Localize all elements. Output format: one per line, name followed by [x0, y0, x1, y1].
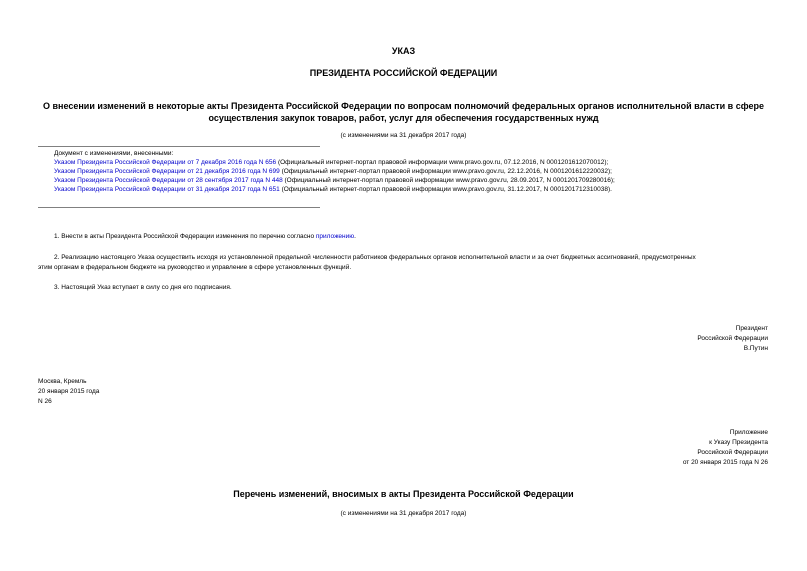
amendment-item — [54, 167, 774, 176]
appendix-link[interactable]: приложению — [315, 233, 355, 240]
amendment-source: (Официальный интернет-портал правовой информации www.pravo.gov.ru, 07.12.2016, N 0001201612070012); — [276, 159, 609, 166]
amendment-link[interactable]: Указом Президента Российской Федерации от 31 декабря 2017 года N 651 — [54, 186, 280, 193]
amendments-block — [54, 149, 774, 194]
appendix-to-decree: к Указу Президента — [709, 439, 768, 446]
decree-number: N 26 — [38, 398, 52, 405]
paragraph-1-end: . — [354, 233, 356, 240]
appendix-title: Перечень изменений, вносимых в акты Президента Российской Федерации — [233, 489, 574, 499]
signing-date: 20 января 2015 года — [38, 388, 100, 395]
amendment-link[interactable]: Указом Президента Российской Федерации от 7 декабря 2016 года N 656 — [54, 159, 277, 166]
signature-block — [560, 324, 768, 354]
issuer-title: ПРЕЗИДЕНТА РОССИЙСКОЙ ФЕДЕРАЦИИ — [309, 68, 498, 78]
paragraph-2-line-1: 2. Реализацию настоящего Указа осуществить исходя из установленной предельной численности работников федеральных органов исполнительной власти и за счет бюджетных ассигнований, предусмотренных — [54, 254, 696, 261]
appendix-label: Приложение — [729, 429, 768, 436]
document-type-title: УКАЗ — [391, 46, 416, 56]
signature-name: В.Путин — [743, 345, 768, 352]
appendix-reference-block — [560, 428, 768, 468]
place-date-block — [38, 377, 238, 407]
amendment-source: (Официальный интернет-портал правовой информации www.pravo.gov.ru, 31.12.2017, N 0001201712310038). — [279, 186, 612, 193]
signature-country: Российской Федерации — [697, 335, 768, 342]
appendix-revision-note: (с изменениями на 31 декабря 2017 года) — [340, 510, 467, 517]
amendment-item — [54, 185, 774, 194]
amendment-item — [54, 176, 774, 185]
amendment-link[interactable]: Указом Президента Российской Федерации от 28 сентября 2017 года N 448 — [54, 177, 283, 184]
amendment-link[interactable]: Указом Президента Российской Федерации от 21 декабря 2016 года N 699 — [54, 168, 280, 175]
appendix-date: от 20 января 2015 года N 26 — [682, 459, 768, 466]
appendix-country: Российской Федерации — [697, 449, 768, 456]
paragraph-1 — [54, 232, 774, 242]
paragraph-1-text: 1. Внести в акты Президента Российской Федерации изменения по перечню согласно — [54, 233, 316, 240]
amendment-source: (Официальный интернет-портал правовой информации www.pravo.gov.ru, 22.12.2016, N 0001201612220032); — [279, 168, 612, 175]
subject-line-2: осуществления закупок товаров, работ, услуг для обеспечения государственных нужд — [208, 113, 599, 123]
amendment-source: (Официальный интернет-портал правовой информации www.pravo.gov.ru, 28.09.2017, N 0001201709280016); — [282, 177, 615, 184]
paragraph-2 — [38, 253, 773, 273]
signing-place: Москва, Кремль — [38, 378, 87, 385]
paragraph-3: 3. Настоящий Указ вступает в силу со дня его подписания. — [54, 284, 232, 291]
subject-line-1: О внесении изменений в некоторые акты Президента Российской Федерации по вопросам полномочий федеральных органов исполнительной власти в сфере — [43, 101, 764, 111]
paragraph-2-line-2: этим органам в федеральном бюджете на руководство и управление в сфере установленных функций. — [38, 264, 352, 271]
divider-top — [38, 146, 320, 147]
amendment-item — [54, 158, 774, 167]
document-subject — [0, 100, 807, 124]
amendments-heading: Документ с изменениями, внесенными: — [54, 150, 174, 157]
signature-position: Президент — [735, 325, 768, 332]
divider-bottom — [38, 207, 320, 208]
revision-note: (с изменениями на 31 декабря 2017 года) — [340, 132, 467, 139]
